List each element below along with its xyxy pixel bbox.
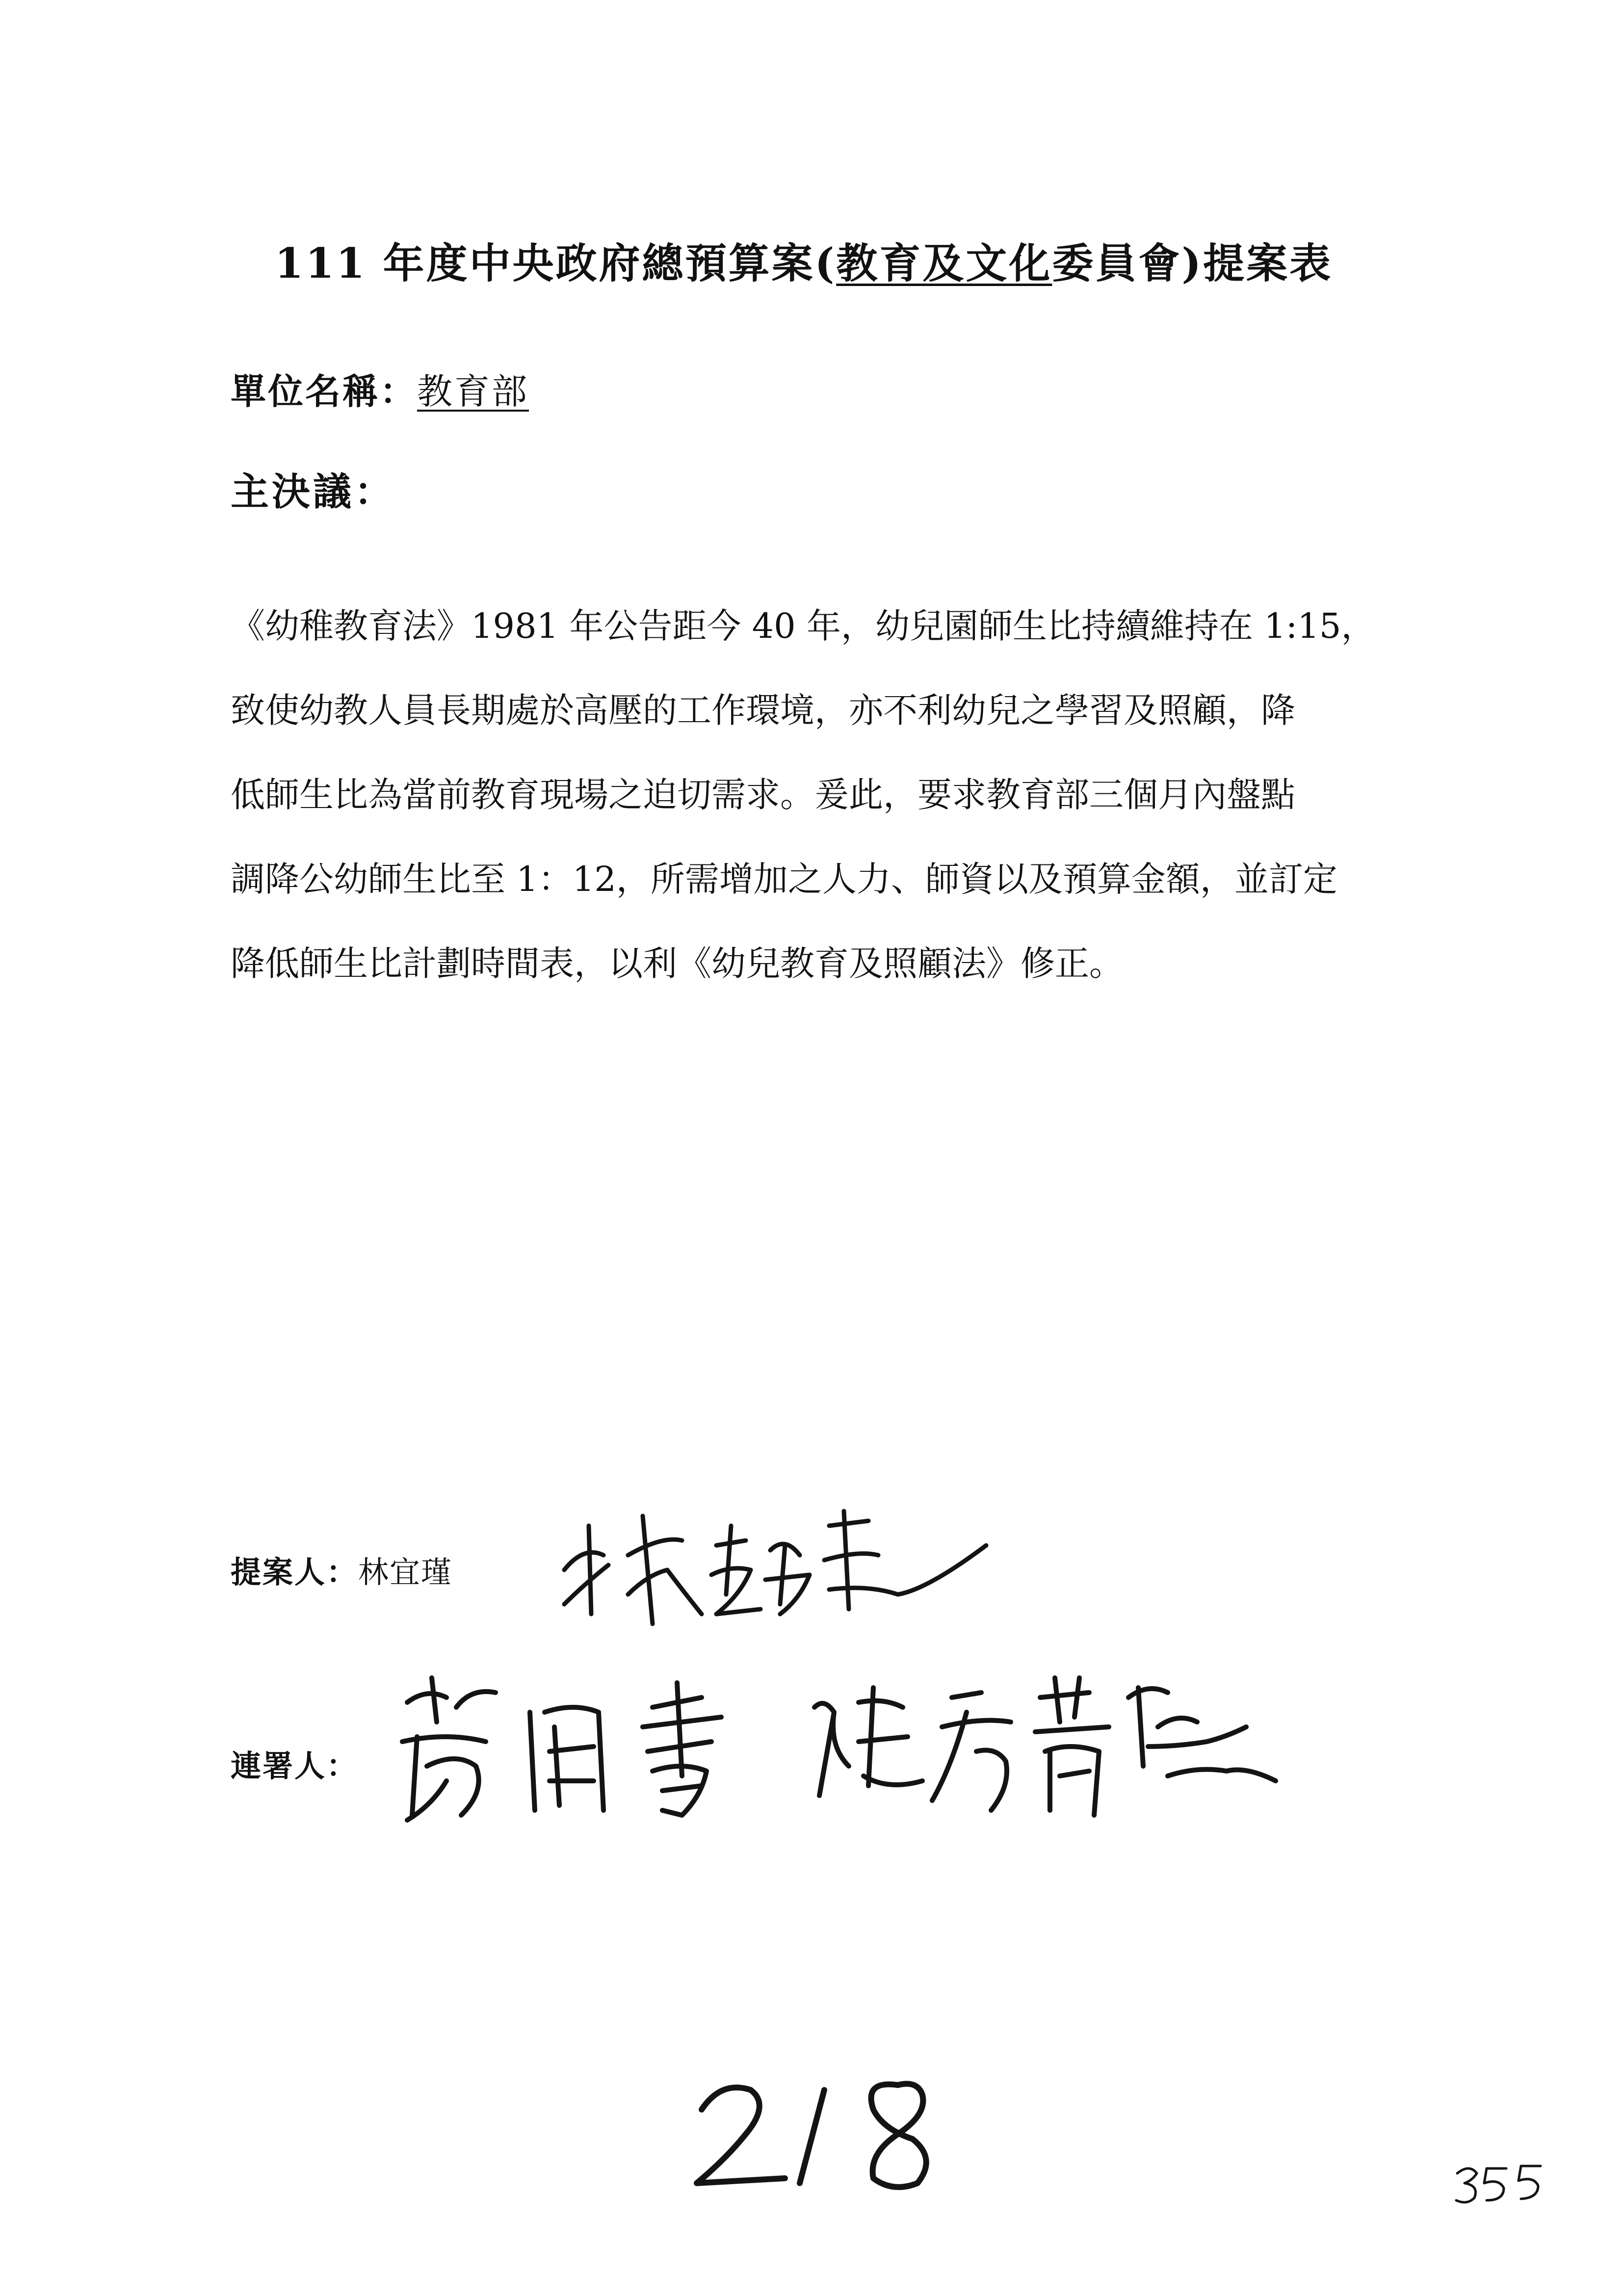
proposer-row (231, 1548, 452, 1592)
resolution-line: 《幼稚教育法》1981 年公告距今 40 年，幼兒園師生比持續維持在 1:15， (231, 606, 1376, 646)
title-prefix: 111 年度中央政府總預算案( (275, 239, 837, 287)
resolution-body (231, 584, 1447, 1006)
unit-row (231, 363, 529, 414)
title-committee: 教育及文化 (836, 239, 1052, 287)
cosigner-signature-1 (388, 1668, 741, 1830)
cosigner-signature-2 (805, 1668, 1285, 1830)
resolution-line: 調降公幼師生比至 1：12，所需增加之人力、師資以及預算金額，並訂定 (231, 859, 1337, 899)
main-resolution-heading: 主決議： (231, 470, 396, 514)
title-suffix: 委員會)提案表 (1052, 239, 1333, 287)
unit-label: 單位名稱： (231, 370, 418, 412)
page-title (275, 231, 1403, 290)
corner-number (1452, 2159, 1550, 2208)
proposer-signature (554, 1496, 996, 1644)
resolution-line: 致使幼教人員長期處於高壓的工作環境，亦不利幼兒之學習及照顧，降 (231, 690, 1295, 731)
resolution-line: 低師生比為當前教育現場之迫切需求。爰此，要求教育部三個月內盤點 (231, 775, 1295, 815)
resolution-line: 降低師生比計劃時間表，以利《幼兒教育及照顧法》修正。 (231, 943, 1124, 984)
proposer-name: 林宜瑾 (358, 1554, 453, 1590)
cosigner-label: 連署人： (231, 1748, 359, 1784)
unit-value: 教育部 (417, 371, 529, 412)
page-number (687, 2070, 962, 2198)
proposer-label: 提案人： (231, 1554, 359, 1590)
